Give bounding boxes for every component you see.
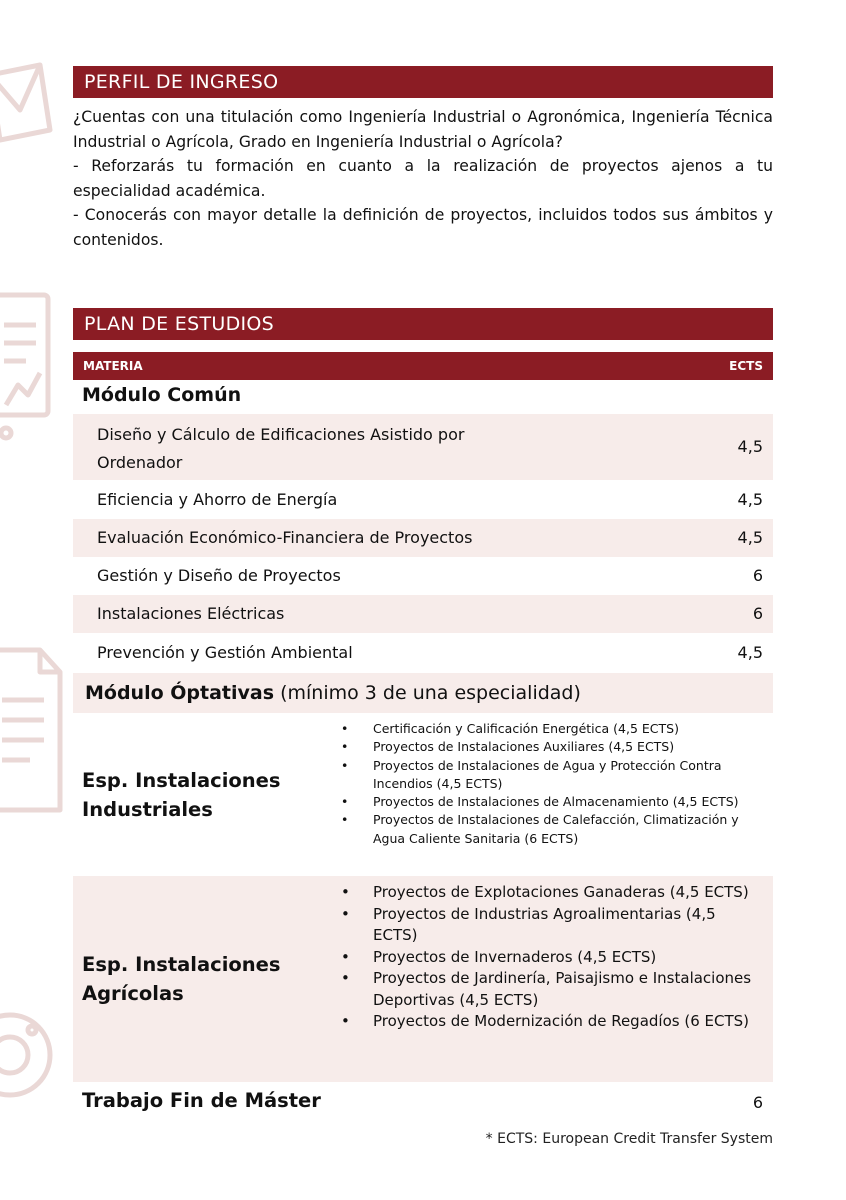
subject-name: Diseño y Cálculo de Edificaciones Asistido por Ordenador: [97, 425, 465, 472]
table-row: [73, 414, 773, 480]
subject-ects: 6: [752, 566, 763, 585]
perfil-intro: [73, 105, 773, 252]
decorative-paper-icon: [0, 640, 70, 830]
list-item: • Certificación y Calificación Energética (4,5 ECTS): [339, 720, 759, 738]
decorative-gear-icon: [0, 1000, 70, 1120]
perfil-title: PERFIL DE INGRESO: [84, 71, 279, 93]
tfm-row: [73, 1085, 773, 1121]
decorative-document-chart-icon: [0, 285, 70, 445]
list-item: • Proyectos de Invernaderos (4,5 ECTS): [339, 947, 759, 969]
subject-name: Eficiencia y Ahorro de Energía: [97, 490, 338, 509]
subject-ects: 4,5: [737, 490, 763, 509]
modulo-optativas-note: (mínimo 3 de una especialidad): [274, 682, 581, 704]
subject-ects: 4,5: [737, 437, 763, 456]
subject-ects: 6: [752, 604, 763, 623]
spec-industriales-title: Esp. Instalaciones Industriales: [82, 769, 281, 821]
perfil-paragraph: - Reforzarás tu formación en cuanto a la realización de proyectos ajenos a tu especialidad académica.: [73, 157, 773, 200]
column-header-ects: ECTS: [729, 359, 763, 373]
subject-name: Gestión y Diseño de Proyectos: [97, 566, 341, 585]
list-item: • Proyectos de Explotaciones Ganaderas (4,5 ECTS): [339, 882, 759, 904]
list-item: • Proyectos de Instalaciones de Calefacción, Climatización y Agua Caliente Sanitaria (6 ECTS): [339, 811, 759, 848]
modulo-optativas-row: [73, 673, 773, 713]
table-header: [73, 352, 773, 380]
modulo-optativas-title: Módulo Óptativas: [85, 682, 275, 704]
tfm-name: Trabajo Fin de Máster: [82, 1089, 321, 1112]
list-item: • Proyectos de Industrias Agroalimentarias (4,5 ECTS): [339, 904, 759, 947]
spec-agricolas: [73, 876, 773, 1082]
list-item: • Proyectos de Jardinería, Paisajismo e Instalaciones Deportivas (4,5 ECTS): [339, 968, 759, 1011]
table-row: [73, 519, 773, 557]
subject-name: Evaluación Económico-Financiera de Proyectos: [97, 528, 473, 547]
list-item: • Proyectos de Instalaciones de Almacenamiento (4,5 ECTS): [339, 793, 759, 811]
plan-title: PLAN DE ESTUDIOS: [84, 313, 275, 335]
list-item: • Proyectos de Modernización de Regadíos (6 ECTS): [339, 1011, 759, 1033]
modulo-comun-title: Módulo Común: [82, 384, 242, 406]
list-item: • Proyectos de Instalaciones de Agua y Protección Contra Incendios (4,5 ECTS): [339, 757, 759, 794]
subject-name: Instalaciones Eléctricas: [97, 604, 285, 623]
plan-section-header: [73, 308, 773, 340]
tfm-ects: 6: [752, 1093, 763, 1112]
footnote: * ECTS: European Credit Transfer System: [485, 1131, 773, 1147]
list-item: • Proyectos de Instalaciones Auxiliares (4,5 ECTS): [339, 738, 759, 756]
column-header-materia: MATERIA: [83, 359, 143, 373]
perfil-paragraph: ¿Cuentas con una titulación como Ingeniería Industrial o Agronómica, Ingeniería Técnica Industrial o Agrícola, Grado en Ingeniería Industrial o Agrícola?: [73, 108, 773, 151]
decorative-envelope-icon: [0, 55, 60, 165]
table-row: [73, 481, 773, 519]
subject-ects: 4,5: [737, 643, 763, 662]
table-row: [73, 595, 773, 633]
subject-ects: 4,5: [737, 528, 763, 547]
spec-industriales: [73, 714, 773, 876]
spec-agricolas-list: [339, 882, 759, 1033]
perfil-paragraph: - Conocerás con mayor detalle la definición de proyectos, incluidos todos sus ámbitos y contenidos.: [73, 206, 773, 249]
perfil-section-header: [73, 66, 773, 98]
spec-agricolas-title: Esp. Instalaciones Agrícolas: [82, 953, 281, 1005]
table-row: [73, 557, 773, 595]
subject-name: Prevención y Gestión Ambiental: [97, 643, 353, 662]
table-row: [73, 634, 773, 672]
spec-industriales-list: [339, 720, 759, 848]
